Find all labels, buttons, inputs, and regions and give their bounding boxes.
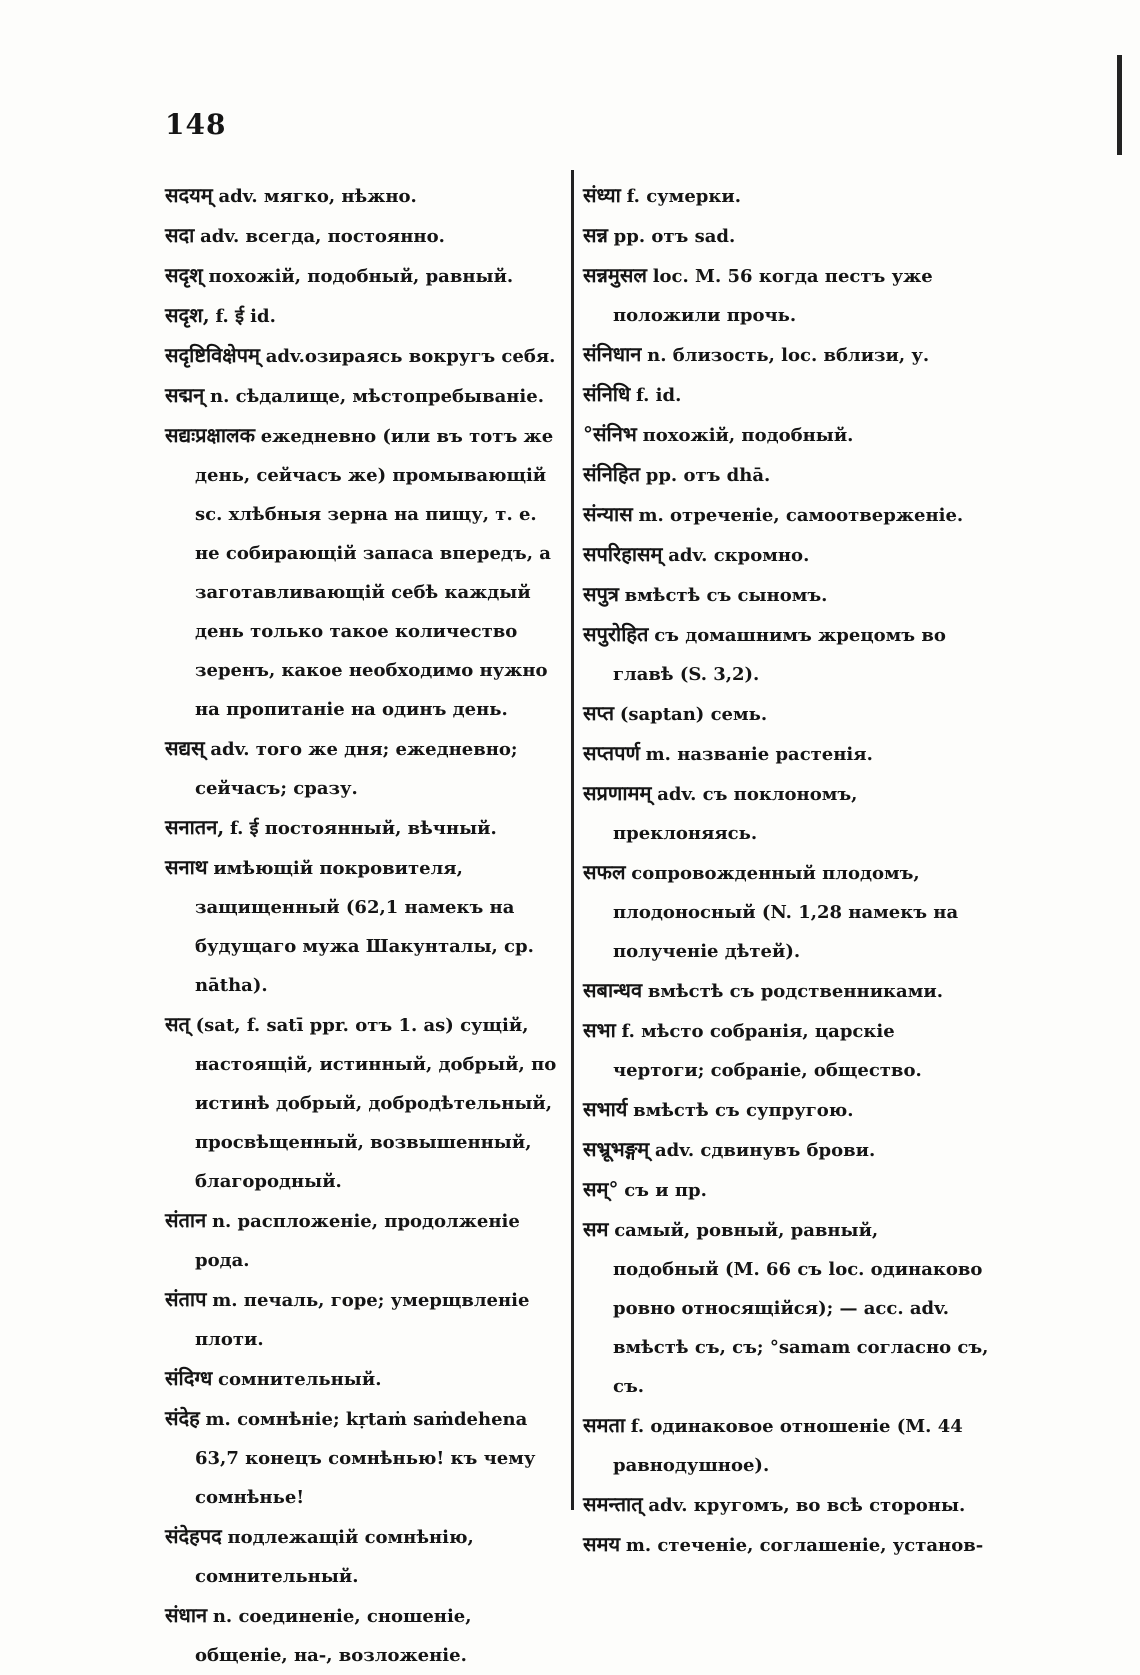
entry-headword: °संनिभ bbox=[583, 422, 637, 446]
dictionary-entry bbox=[583, 853, 990, 971]
entry-headword: संधान bbox=[165, 1603, 208, 1627]
dictionary-entry bbox=[583, 1170, 990, 1210]
dictionary-entry bbox=[165, 729, 565, 808]
dictionary-entry bbox=[165, 1201, 565, 1280]
entry-headword: सनातन, bbox=[165, 815, 225, 839]
entry-headword: संनिहित bbox=[583, 462, 640, 486]
dictionary-entry bbox=[165, 256, 565, 296]
entry-headword: सप्रणामम् bbox=[583, 781, 652, 805]
dictionary-entry bbox=[583, 335, 990, 375]
entry-definition: имѣющій покровителя, защищенный (62,1 намекъ на будущаго мужа Шакунталы, ср. nātha). bbox=[195, 858, 534, 996]
entry-headword: संन्यास bbox=[583, 502, 633, 526]
entry-headword: सनाथ bbox=[165, 855, 208, 879]
dictionary-entry bbox=[583, 415, 990, 455]
entry-headword: सदा bbox=[165, 223, 195, 247]
page-number: 148 bbox=[165, 108, 227, 141]
entry-definition: сопровожденный плодомъ, плодоносный (N. 1,28 намекъ на полученіе дѣтей). bbox=[613, 863, 959, 962]
dictionary-entry bbox=[165, 1596, 565, 1675]
dictionary-entry bbox=[165, 1359, 565, 1399]
dictionary-entry bbox=[165, 848, 565, 1005]
entry-definition: съ домашнимъ жрецомъ во главѣ (S. 3,2). bbox=[613, 625, 946, 685]
entry-definition: f. ई id. bbox=[215, 306, 276, 327]
entry-definition: n. распложеніе, продолженіе рода. bbox=[195, 1211, 520, 1271]
entry-headword: सपरिहासम् bbox=[583, 542, 663, 566]
entry-definition: adv. скромно. bbox=[668, 545, 810, 566]
entry-definition: вмѣстѣ съ супругою. bbox=[633, 1100, 854, 1121]
entry-definition: adv. съ поклономъ, преклоняясь. bbox=[613, 784, 858, 844]
right-column bbox=[583, 176, 990, 1565]
entry-definition: adv. мягко, нѣжно. bbox=[218, 186, 417, 207]
entry-headword: सफल bbox=[583, 860, 626, 884]
entry-headword: संदिग्ध bbox=[165, 1366, 213, 1390]
dictionary-entry bbox=[583, 615, 990, 694]
page-edge-mark bbox=[1117, 55, 1122, 155]
entry-headword: सबान्धव bbox=[583, 978, 643, 1002]
entry-definition: n. соединеніе, сношеніе, общеніе, на-, возложеніе. bbox=[195, 1606, 472, 1666]
entry-definition: (saptan) семь. bbox=[619, 704, 768, 725]
entry-headword: संदेहपद bbox=[165, 1524, 222, 1548]
entry-headword: संनिधान bbox=[583, 342, 642, 366]
dictionary-entry bbox=[583, 176, 990, 216]
entry-headword: सभा bbox=[583, 1018, 616, 1042]
entry-headword: सदृष्टिविक्षेपम् bbox=[165, 343, 260, 367]
dictionary-entry bbox=[165, 376, 565, 416]
entry-headword: संदेह bbox=[165, 1406, 200, 1430]
entry-definition: pp. отъ sad. bbox=[613, 226, 736, 247]
entry-definition: похожій, подобный. bbox=[642, 425, 854, 446]
entry-definition: n. сѣдалище, мѣстопребываніе. bbox=[210, 386, 544, 407]
entry-headword: समता bbox=[583, 1413, 626, 1437]
left-column bbox=[165, 176, 565, 1675]
entry-definition: adv. сдвинувъ брови. bbox=[655, 1140, 876, 1161]
entry-headword: सपुत्र bbox=[583, 582, 619, 606]
dictionary-entry bbox=[583, 971, 990, 1011]
entry-headword: सप्त bbox=[583, 701, 615, 725]
dictionary-entry bbox=[583, 1011, 990, 1090]
entry-definition: подлежащій сомнѣнію, сомнительный. bbox=[195, 1527, 474, 1587]
entry-definition: (sat, f. satī ppr. отъ 1. as) сущій, настоящій, истинный, добрый, по истинѣ добрый, добродѣтельный, просвѣщенный, возвышенный, благородный. bbox=[195, 1015, 557, 1192]
entry-headword: सभार्य bbox=[583, 1097, 628, 1121]
dictionary-entry bbox=[583, 535, 990, 575]
entry-definition: adv. кругомъ, во всѣ стороны. bbox=[648, 1495, 966, 1516]
entry-definition: m. стеченіе, соглашеніе, установ- bbox=[625, 1535, 984, 1556]
entry-definition: похожій, подобный, равный. bbox=[208, 266, 514, 287]
entry-headword: सन्नमुसल bbox=[583, 263, 647, 287]
entry-headword: संताप bbox=[165, 1287, 207, 1311]
dictionary-entry bbox=[583, 1130, 990, 1170]
entry-headword: संनिधि bbox=[583, 382, 631, 406]
dictionary-entry bbox=[165, 1280, 565, 1359]
dictionary-entry bbox=[583, 1210, 990, 1406]
entry-headword: सपुरोहित bbox=[583, 622, 649, 646]
dictionary-entry bbox=[165, 1517, 565, 1596]
dictionary-entry bbox=[583, 256, 990, 335]
dictionary-entry bbox=[165, 808, 565, 848]
entry-definition: f. одинаковое отношеніе (M. 44 равнодушное). bbox=[613, 1416, 963, 1476]
entry-definition: ежедневно (или въ тотъ же день, сейчасъ же) промывающій sc. хлѣбныя зерна на пищу, т. е. не собирающій запаса впередъ, а заготавливающій себѣ каждый день только такое количество зеренъ, какое необходимо нужно на пропитаніе на одинъ день. bbox=[195, 426, 554, 720]
entry-headword: संध्या bbox=[583, 183, 621, 207]
dictionary-entry bbox=[165, 1399, 565, 1517]
entry-definition: m. печаль, горе; умерщвленіе плоти. bbox=[195, 1290, 530, 1350]
entry-headword: सन्न bbox=[583, 223, 608, 247]
dictionary-entry bbox=[165, 216, 565, 256]
entry-headword: सद्मन् bbox=[165, 383, 205, 407]
dictionary-entry bbox=[583, 1525, 990, 1565]
entry-headword: सम bbox=[583, 1217, 609, 1241]
entry-headword: सप्तपर्ण bbox=[583, 741, 640, 765]
entry-definition: вмѣстѣ съ родственниками. bbox=[647, 981, 943, 1002]
dictionary-entry bbox=[165, 1005, 565, 1201]
dictionary-entry bbox=[165, 336, 565, 376]
dictionary-entry bbox=[583, 575, 990, 615]
entry-definition: m. отреченіе, самоотверженіе. bbox=[638, 505, 964, 526]
entry-definition: сомнительный. bbox=[217, 1369, 382, 1390]
dictionary-entry bbox=[583, 734, 990, 774]
entry-definition: adv.озираясь вокругъ себя. bbox=[265, 346, 556, 367]
entry-definition: вмѣстѣ съ сыномъ. bbox=[624, 585, 828, 606]
entry-definition: f. ई постоянный, вѣчный. bbox=[230, 818, 497, 839]
entry-definition: adv. того же дня; ежедневно; сейчасъ; сразу. bbox=[195, 739, 518, 799]
entry-definition: m. названіе растенія. bbox=[645, 744, 873, 765]
dictionary-entry bbox=[583, 216, 990, 256]
dictionary-entry bbox=[583, 1406, 990, 1485]
entry-definition: pp. отъ dhā. bbox=[645, 465, 771, 486]
entry-definition: loc. M. 56 когда пестъ уже положили прочь. bbox=[613, 266, 933, 326]
dictionary-entry bbox=[583, 1485, 990, 1525]
entry-headword: सभ्रूभङ्गम् bbox=[583, 1137, 650, 1161]
entry-headword: सद्यःप्रक्षालक bbox=[165, 423, 255, 447]
entry-headword: सत् bbox=[165, 1012, 190, 1036]
entry-headword: सदृश् bbox=[165, 263, 203, 287]
dictionary-entry bbox=[583, 375, 990, 415]
dictionary-entry bbox=[165, 296, 565, 336]
entry-definition: съ и пр. bbox=[624, 1180, 707, 1201]
column-divider bbox=[571, 170, 574, 1510]
entry-definition: f. мѣсто собранія, царскіе чертоги; собраніе, общество. bbox=[613, 1021, 922, 1081]
dictionary-entry bbox=[583, 495, 990, 535]
entry-headword: सदृश, bbox=[165, 303, 210, 327]
entry-headword: समन्तात् bbox=[583, 1492, 643, 1516]
entry-definition: самый, ровный, равный, подобный (M. 66 съ loc. одинаково ровно относящійся); — acc. adv. вмѣстѣ съ, съ; °samam согласно съ, съ. bbox=[613, 1220, 989, 1397]
entry-headword: सद्यस् bbox=[165, 736, 205, 760]
entry-headword: सदयम् bbox=[165, 183, 213, 207]
entry-headword: सम्° bbox=[583, 1177, 619, 1201]
dictionary-entry bbox=[165, 176, 565, 216]
entry-headword: संतान bbox=[165, 1208, 207, 1232]
dictionary-entry bbox=[583, 455, 990, 495]
dictionary-entry bbox=[583, 694, 990, 734]
entry-definition: n. близость, loc. вблизи, у. bbox=[647, 345, 930, 366]
entry-headword: समय bbox=[583, 1532, 621, 1556]
entry-definition: f. id. bbox=[636, 385, 682, 406]
dictionary-entry bbox=[165, 416, 565, 729]
entry-definition: m. сомнѣніе; kṛtaṁ saṁdehena 63,7 конецъ сомнѣнью! къ чему сомнѣнье! bbox=[195, 1409, 536, 1508]
entry-definition: f. сумерки. bbox=[626, 186, 741, 207]
entry-definition: adv. всегда, постоянно. bbox=[200, 226, 445, 247]
dictionary-entry bbox=[583, 774, 990, 853]
dictionary-entry bbox=[583, 1090, 990, 1130]
